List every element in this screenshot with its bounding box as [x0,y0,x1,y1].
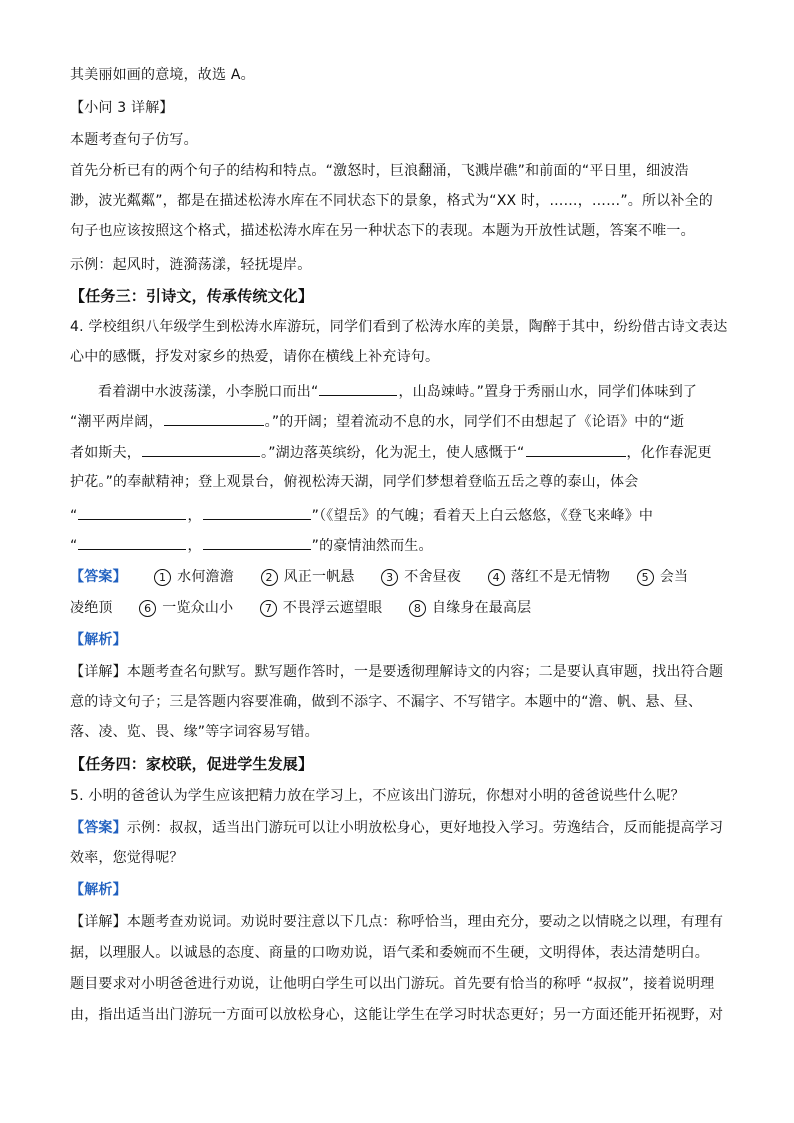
answer-item-4: 4 落红不是无情物 [488,567,610,587]
fill-passage-line: 看着湖中水波荡漾，小李脱口而出“ ，山岛竦峙。”置身于秀丽山水，同学们体味到了 [98,380,697,402]
question-text: 5. 小明的爸爸认为学生应该把精力放在学习上，不应该出门游玩，你想对小明的爸爸说些什么呢？ [70,788,685,804]
answer-line: 【答案】示例：叔叔，适当出门游玩可以让小明放松身心，更好地投入学习。劳逸结合，反而能提高学习 [70,820,724,836]
section-heading: 【任务三：引诗文，传承传统文化】 [70,287,314,305]
fill-passage-line: 者如斯夫， 。”湖边落英缤纷，化为泥土，使人感慨于“ ，化作春泥更 [70,441,712,463]
answer-label: 【答案】 [70,569,127,585]
analysis-line: 由，指出适当出门游玩一方面可以放松身心，这能让学生在学习时状态更好；另一方面还能开拓视野，对 [70,1007,724,1023]
text-line: 示例：起风时，涟漪荡漾，轻抚堤岸。 [70,257,312,273]
text-line: 首先分析已有的两个句子的结构和特点。“激怒时，巨浪翻涌，飞溅岸礁”和前面的“平日里，细波浩 [70,163,689,179]
text-line: 其美丽如画的意境，故选 A。 [70,67,255,83]
analysis-label: 【解析】 [70,882,127,898]
answer-line: 效率，您觉得呢？ [70,850,184,866]
answer-item-8: 8 自缘身在最高层 [409,598,531,618]
text-line: 渺，波光粼粼”，都是在描述松涛水库在不同状态下的景象，格式为“XX 时，……，……”。所以补全的 [70,193,713,209]
fill-passage-line: “ ， ”的豪情油然而生。 [70,534,433,556]
section-heading: 【任务四：家校联，促进学生发展】 [70,755,314,773]
analysis-line: 落、凌、览、畏、缘”等字词容易写错。 [70,724,319,740]
answer-item-3: 3 不舍昼夜 [381,567,461,587]
analysis-line: 【详解】本题考查劝说词。劝说时要注意以下几点：称呼恰当，理由充分，要动之以情晓之以理，有理有 [70,914,724,930]
blank [78,504,186,520]
question-text: 心中的感慨，抒发对家乡的热爱，请你在横线上补充诗句。 [70,349,440,365]
analysis-line: 据，以理服人。以诚恳的态度、商量的口吻劝说，语气柔和委婉而不生硬，文明得体，表达清楚明白。 [70,945,709,961]
fill-passage-line: “ ， ”（《望岳》的气魄；看着天上白云悠悠，《登飞来峰》中 [70,504,653,526]
answer-item-5: 5 会当 [637,567,688,587]
blank [203,504,311,520]
fill-passage-line: “潮平两岸阔， 。”的开阔；望着流动不息的水，同学们不由想起了《论语》中的“逝 [70,410,684,432]
analysis-label: 【解析】 [70,632,127,648]
question-text: 4. 学校组织八年级学生到松涛水库游玩，同学们看到了松涛水库的美景，陶醉于其中，纷纷借古诗文表达 [70,319,728,335]
text-line: 本题考查句子仿写。 [70,132,198,148]
subquestion-heading: 【小问 3 详解】 [70,100,174,116]
answer-item-1: 1 水何澹澹 [154,567,234,587]
blank [142,441,260,457]
answer-item-7: 7 不畏浮云遮望眼 [260,598,382,618]
answer-item-6: 6 一览众山小 [139,598,233,618]
blank [319,380,397,396]
analysis-line: 【详解】本题考查名句默写。默写题作答时，一是要透彻理解诗文的内容；二是要认真审题，找出符合题 [70,664,724,680]
fill-passage-line: 护花。”的奉献精神；登上观景台，俯视松涛天湖，同学们梦想着登临五岳之尊的泰山，体会 [70,474,639,490]
analysis-line: 意的诗文句子；三是答题内容要准确，做到不添字、不漏字、不写错字。本题中的“澹、帆、悬、昼、 [70,694,703,710]
answer-label: 【答案】 [70,820,127,836]
blank [203,534,311,550]
blank [526,441,626,457]
answer-line [70,567,688,587]
answer-item-2: 2 风正一帆悬 [261,567,355,587]
blank [164,410,264,426]
answer-line: 凌绝顶 6 一览众山小 7 不畏浮云遮望眼 8 自缘身在最高层 [70,600,532,616]
text-line: 句子也应该按照这个格式，描述松涛水库在另一种状态下的表现。本题为开放性试题，答案不唯一。 [70,223,695,239]
blank [78,534,186,550]
analysis-line: 题目要求对小明爸爸进行劝说，让他明白学生可以出门游玩。首先要有恰当的称呼 “叔叔”，接着说明理 [70,976,715,992]
